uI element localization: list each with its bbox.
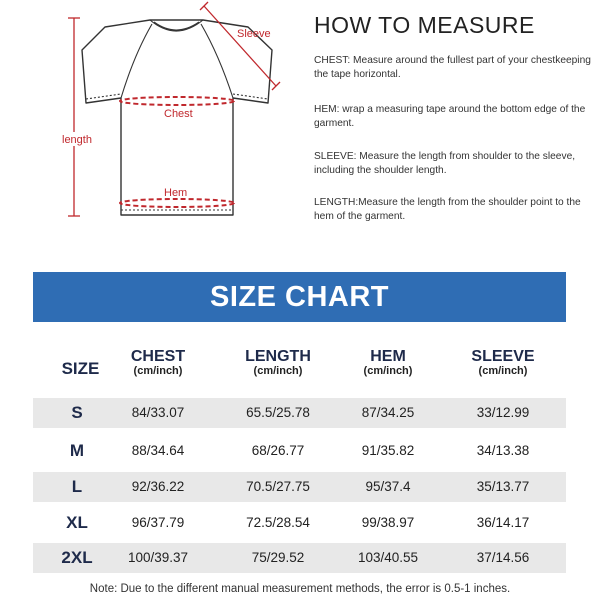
length-label: length (62, 134, 92, 146)
hem-cell: 95/37.4 (365, 479, 411, 494)
chest-label: Chest (164, 108, 193, 120)
chest-column-header: CHEST (cm/inch) (130, 348, 186, 377)
length-cell: 68/26.77 (251, 443, 305, 458)
size-cell: 2XL (61, 548, 93, 567)
sleeve-label: Sleeve (237, 28, 271, 40)
chest-cell: 96/37.79 (131, 515, 185, 530)
hem-cell: 91/35.82 (361, 443, 415, 458)
hem-cell: 87/34.25 (361, 405, 415, 420)
length-cell: 72.5/28.54 (246, 515, 310, 530)
hem-instruction: HEM: wrap a measuring tape around the bottom edge of the garment. (314, 104, 586, 129)
chest-cell: 100/39.37 (127, 550, 189, 565)
how-to-measure-title: HOW TO MEASURE (314, 12, 535, 38)
sleeve-cell: 37/14.56 (476, 550, 530, 565)
sleeve-instruction: SLEEVE: Measure the length from shoulder to the sleeve, including the shoulder length. (314, 151, 576, 176)
size-chart-banner: SIZE CHART (33, 272, 566, 322)
length-cell: 75/29.52 (251, 550, 305, 565)
how-to-measure (314, 12, 594, 222)
sleeve-cell: 36/14.17 (476, 515, 530, 530)
size-cell: M (69, 441, 85, 460)
size-cell: XL (66, 513, 88, 532)
sleeve-cell: 35/13.77 (476, 479, 530, 494)
size-column-header: SIZE (61, 359, 100, 378)
table-row (33, 436, 566, 466)
table-row (33, 398, 566, 428)
tshirt-diagram (0, 0, 300, 240)
hem-label: Hem (164, 187, 188, 199)
chest-cell: 84/33.07 (131, 405, 185, 420)
length-instruction: LENGTH:Measure the length from the shoulder point to the hem of the garment. (314, 197, 581, 222)
length-measure-line (68, 18, 80, 216)
size-cell: S (71, 403, 83, 422)
table-row (33, 472, 566, 502)
length-cell: 65.5/25.78 (246, 405, 310, 420)
measurement-note: Note: Due to the different manual measurement methods, the error is 0.5-1 inches. (89, 583, 511, 595)
table-row (33, 543, 566, 573)
sleeve-cell: 34/13.38 (476, 443, 530, 458)
table-row (33, 508, 566, 538)
size-cell: L (71, 477, 83, 496)
length-column-header: LENGTH (cm/inch) (245, 348, 311, 377)
length-cell: 70.5/27.75 (246, 479, 310, 494)
sleeve-cell: 33/12.99 (476, 405, 530, 420)
sleeve-column-header: SLEEVE (cm/inch) (471, 348, 535, 377)
chest-instruction: CHEST: Measure around the fullest part of your chestkeeping the tape horizontal. (314, 55, 591, 80)
hem-column-header: HEM (cm/inch) (363, 348, 413, 377)
chest-cell: 92/36.22 (131, 479, 185, 494)
chest-cell: 88/34.64 (131, 443, 185, 458)
hem-cell: 99/38.97 (361, 515, 415, 530)
hem-cell: 103/40.55 (357, 550, 419, 565)
